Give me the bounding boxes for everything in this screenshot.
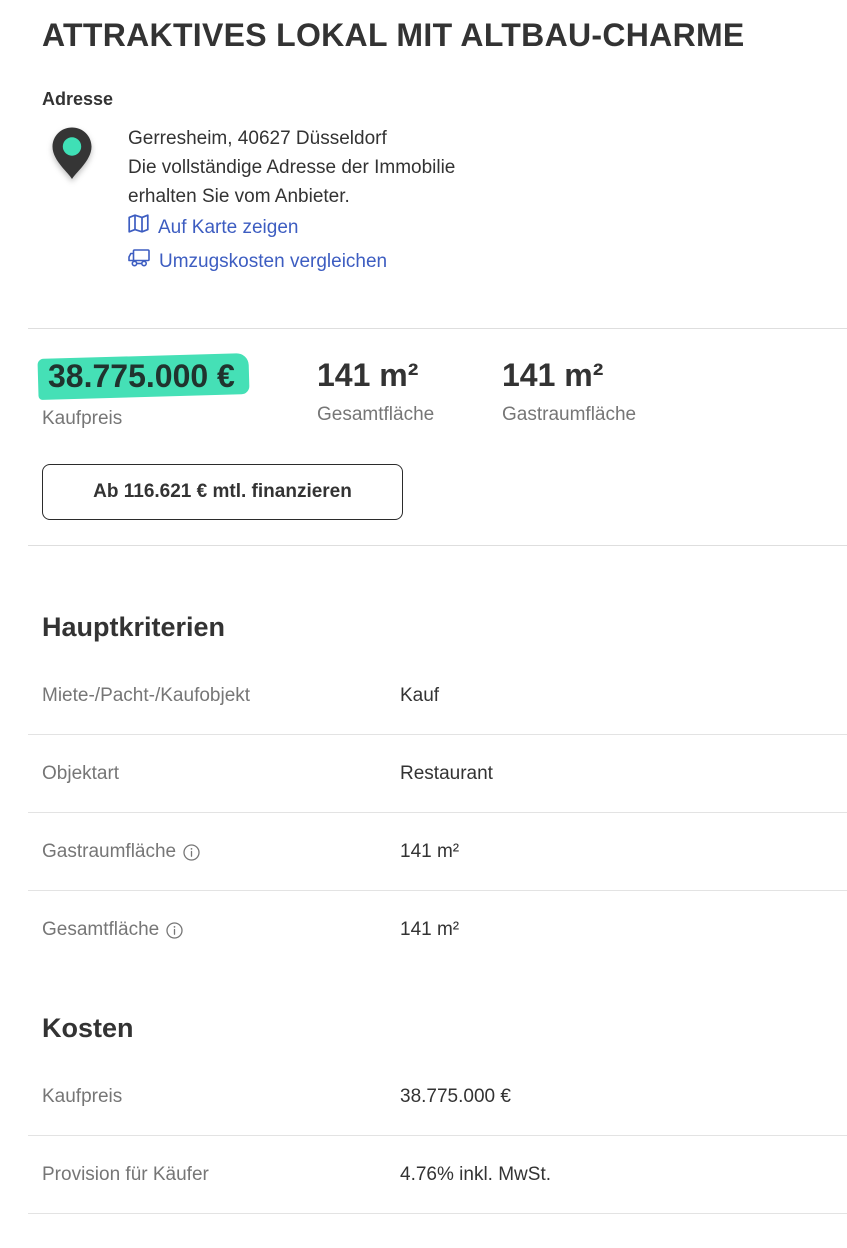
- row-label: Gesamtfläche: [42, 919, 160, 940]
- kosten-table: [0, 1058, 847, 1214]
- purchase-price-value: 38.775.000 €: [42, 355, 247, 399]
- table-row-objektart: [0, 735, 847, 813]
- map-icon: [128, 211, 149, 245]
- row-label: Kaufpreis: [42, 1086, 123, 1107]
- address-heading: Adresse: [42, 89, 114, 109]
- section-heading-hauptkriterien: Hauptkriterien: [42, 612, 226, 642]
- row-label: Gastraumfläche: [42, 841, 177, 862]
- table-row-kaufpreis: [0, 1058, 847, 1136]
- row-value: Kauf: [400, 685, 440, 706]
- total-area-label: Gesamtfläche: [317, 404, 435, 425]
- info-icon[interactable]: [166, 922, 183, 939]
- key-fact-total-area: [317, 355, 502, 430]
- guest-area-label: Gastraumfläche: [502, 404, 637, 425]
- row-label: Miete-/Pacht-/Kaufobjekt: [42, 685, 251, 706]
- show-on-map-label: Auf Karte zeigen: [158, 217, 299, 238]
- row-label: Provision für Käufer: [42, 1164, 209, 1185]
- page-title: ATTRAKTIVES LOKAL MIT ALTBAU-CHARME: [42, 17, 745, 53]
- row-value: 4.76% inkl. MwSt.: [400, 1164, 551, 1185]
- moving-truck-icon: [128, 245, 150, 279]
- address-block: [52, 124, 847, 279]
- address-locality: Gerresheim, 40627 Düsseldorf: [128, 128, 387, 149]
- section-heading-kosten: Kosten: [42, 1013, 134, 1043]
- divider: [28, 545, 847, 546]
- table-row-gastraumflaeche: [0, 813, 847, 891]
- key-fact-price: [42, 355, 317, 430]
- finance-button[interactable]: Ab 116.621 € mtl. finanzieren: [42, 464, 403, 520]
- info-icon[interactable]: [183, 844, 200, 861]
- row-label: Objektart: [42, 763, 120, 784]
- moving-costs-label: Umzugskosten vergleichen: [159, 251, 388, 272]
- table-row-kaufobjekt: [0, 657, 847, 735]
- location-pin-icon: [52, 124, 92, 279]
- row-value: 141 m²: [400, 919, 460, 940]
- row-value: 141 m²: [400, 841, 460, 862]
- purchase-price-label: Kaufpreis: [42, 408, 123, 429]
- key-facts: [42, 355, 847, 430]
- address-note-line1: Die vollständige Adresse der Immobilie: [128, 157, 456, 178]
- show-on-map-link[interactable]: [128, 211, 455, 245]
- total-area-value: 141 m²: [317, 357, 419, 393]
- listing-detail-page: [0, 17, 847, 1214]
- divider: [28, 328, 847, 329]
- row-value: 38.775.000 €: [400, 1086, 511, 1107]
- moving-costs-link[interactable]: [128, 245, 455, 279]
- hauptkriterien-table: [0, 657, 847, 969]
- address-text: [128, 124, 455, 279]
- row-value: Restaurant: [400, 763, 493, 784]
- key-fact-guest-area: [502, 355, 636, 430]
- table-row-gesamtflaeche: [0, 891, 847, 969]
- guest-area-value: 141 m²: [502, 357, 604, 393]
- address-note-line2: erhalten Sie vom Anbieter.: [128, 186, 350, 207]
- table-row-provision: [0, 1136, 847, 1214]
